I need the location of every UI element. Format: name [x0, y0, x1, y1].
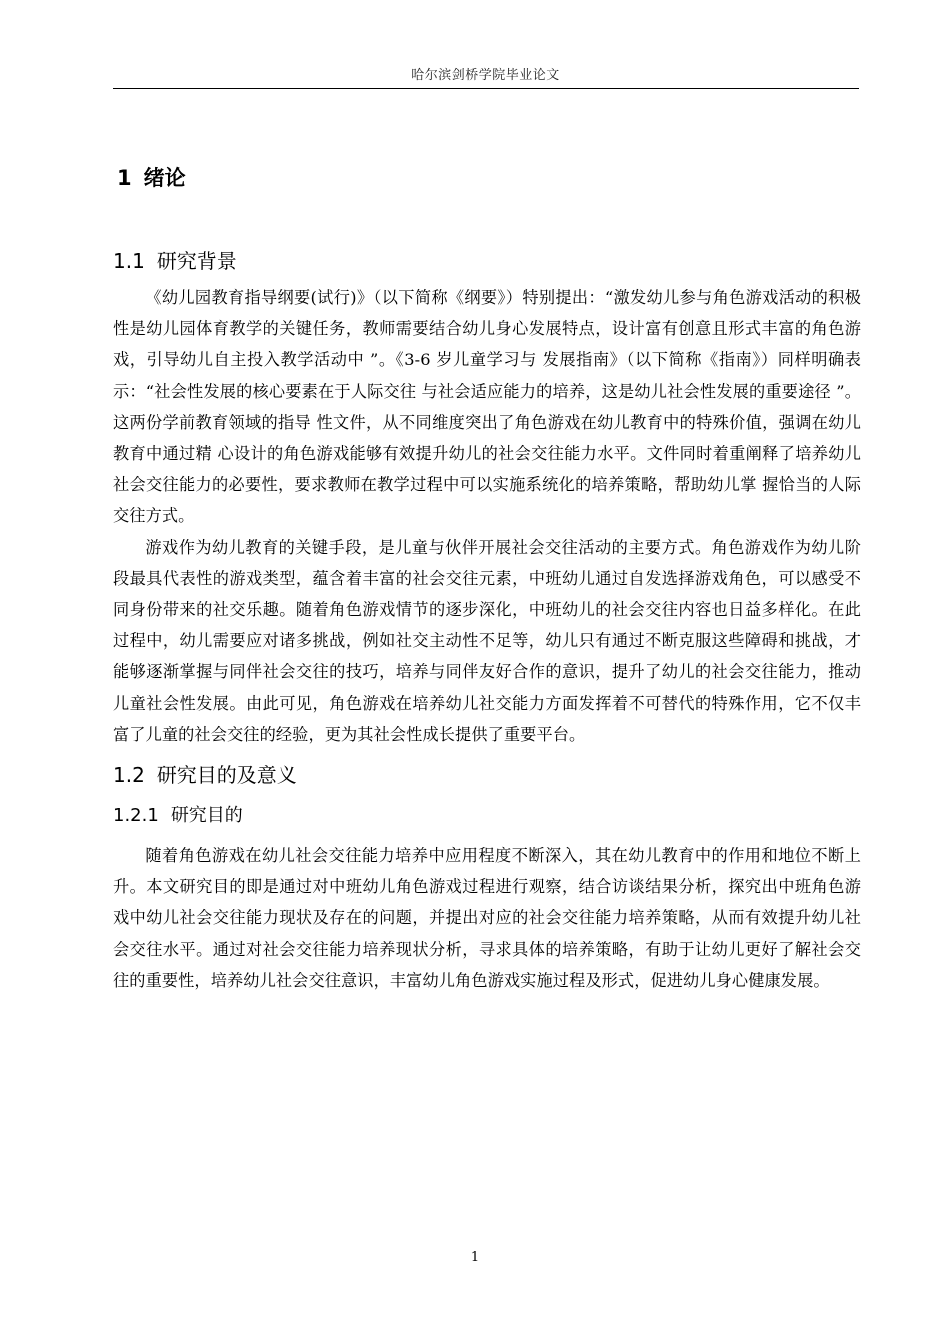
- subsection-heading-1-2-1: [113, 798, 861, 834]
- section-number: 1.1: [113, 249, 145, 273]
- page-number: 1: [470, 1250, 480, 1265]
- chapter-title: 绪论: [143, 166, 186, 190]
- section-heading-1-2: [113, 756, 861, 794]
- paragraph: 《幼儿园教育指导纲要(试行)》（以下简称《纲要》）特别提出：“激发幼儿参与角色游戏活动的积极性是幼儿园体育教学的关键任务，教师需要结合幼儿身心发展特点，设计富有创意且形式丰富的角色游戏，引导幼儿自主投入教学活动中 ”。《3-6 岁儿童学习与 发展指南》（以下简称《指南》）同样明确表示：“社会性发展的核心要素在于人际交往 与社会适应能力的培养，这是幼儿社会性发展的重要途径 ”。这两份学前教育领域的指导 性文件，从不同维度突出了角色游戏在幼儿教育中的特殊价值，强调在幼儿教育中通过精 心设计的角色游戏能够有效提升幼儿的社会交往能力水平。文件同时着重阐释了培养幼儿 社会交往能力的必要性，要求教师在教学过程中可以实施系统化的培养策略，帮助幼儿掌 握恰当的人际交往方式。: [113, 288, 861, 526]
- section-heading-1-1: [113, 242, 861, 280]
- chapter-heading: [113, 160, 861, 196]
- paragraph: 游戏作为幼儿教育的关键手段，是儿童与伙伴开展社会交往活动的主要方式。角色游戏作为幼儿阶段最具代表性的游戏类型，蕴含着丰富的社会交往元素，中班幼儿通过自发选择游戏角色，可以感受不同身份带来的社交乐趣。随着角色游戏情节的逐步深化，中班幼儿的社会交往内容也日益多样化。在此过程中，幼儿需要应对诸多挑战，例如社交主动性不足等，幼儿只有通过不断克服这些障碍和挑战，才能够逐渐掌握与同伴社会交往的技巧，培养与同伴友好合作的意识，提升了幼儿的社会交往能力，推动儿童社会性发展。由此可见，角色游戏在培养幼儿社交能力方面发挥着不可替代的特殊作用，它不仅丰富了儿童的社会交往的经验，更为其社会性成长提供了重要平台。: [113, 537, 861, 744]
- page-header: 哈尔滨剑桥学院毕业论文: [411, 68, 560, 83]
- section-title: 研究目的及意义: [156, 763, 297, 788]
- section-number: 1.2: [113, 763, 145, 788]
- paragraph: 随着角色游戏在幼儿社会交往能力培养中应用程度不断深入，其在幼儿教育中的作用和地位不断上升。本文研究目的即是通过对中班幼儿角色游戏过程进行观察，结合访谈结果分析，探究出中班角色游戏中幼儿社会交往能力现状及存在的问题，并提出对应的社会交往能力培养策略，从而有效提升幼儿社会交往水平。通过对社会交往能力培养现状分析，寻求具体的培养策略，有助于让幼儿更好了解社会交往的重要性，培养幼儿社会交往意识，丰富幼儿角色游戏实施过程及形式，促进幼儿身心健康发展。: [113, 846, 861, 990]
- subsection-number: 1.2.1: [113, 805, 159, 827]
- header-divider: [113, 88, 859, 89]
- section-title: 研究背景: [156, 249, 237, 273]
- subsection-title: 研究目的: [170, 805, 243, 827]
- document-body: [113, 160, 861, 996]
- chapter-number: 1: [117, 166, 132, 190]
